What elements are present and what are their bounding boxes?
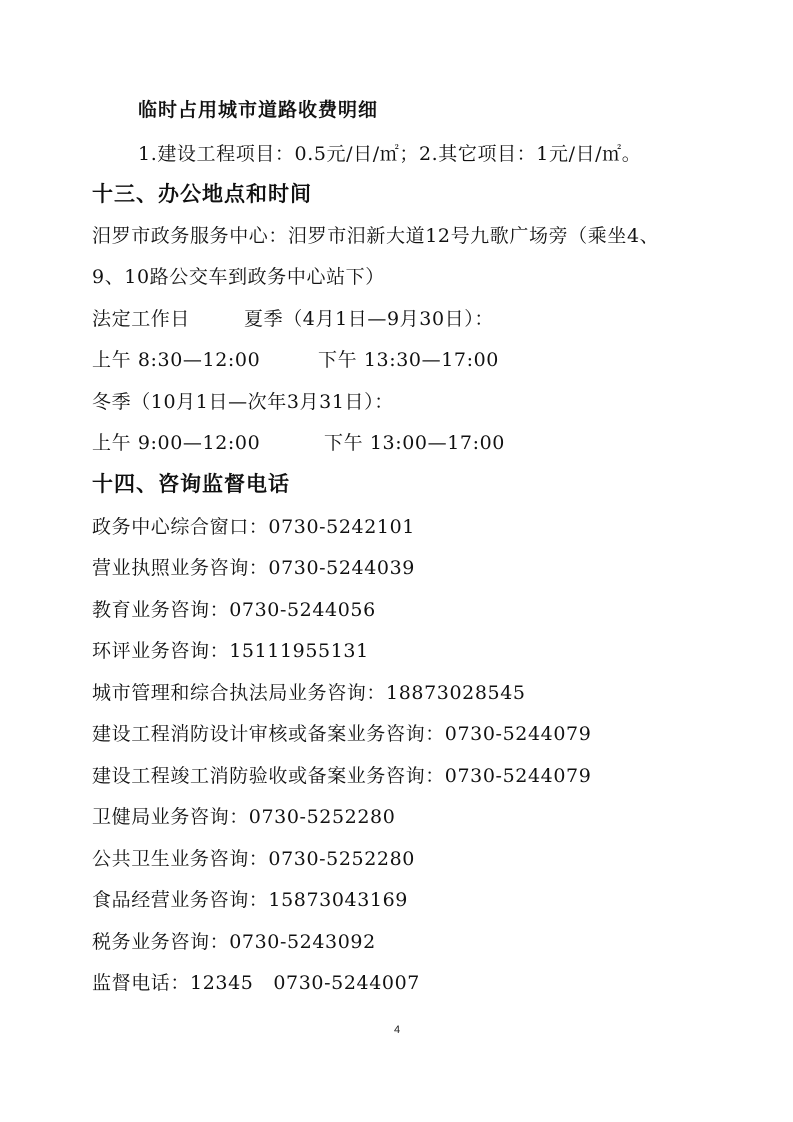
office-address-line-2: 9、10路公交车到政务中心站下） [92, 266, 385, 288]
winter-hours-line [92, 430, 505, 456]
winter-afternoon-hours: 下午 13:00—17:00 [324, 432, 505, 454]
contact-line: 卫健局业务咨询：0730-5252280 [92, 806, 396, 828]
contact-line: 公共卫生业务咨询：0730-5252280 [92, 848, 415, 870]
office-address-line-1: 汨罗市政务服务中心：汨罗市汨新大道12号九歌广场旁（乘坐4、 [92, 225, 660, 247]
summer-hours-line [92, 347, 499, 373]
contact-line: 营业执照业务咨询：0730-5244039 [92, 557, 415, 579]
contact-line: 食品经营业务咨询：15873043169 [92, 889, 408, 911]
section-14-heading: 十四、咨询监督电话 [92, 472, 290, 496]
workday-line [92, 306, 494, 332]
contact-line: 环评业务咨询：15111955131 [92, 640, 369, 662]
contact-line: 教育业务咨询：0730-5244056 [92, 599, 376, 621]
section-13-heading: 十三、办公地点和时间 [92, 182, 312, 206]
fee-detail-title: 临时占用城市道路收费明细 [138, 99, 379, 121]
contact-line: 建设工程竣工消防验收或备案业务咨询：0730-5244079 [92, 765, 592, 787]
winter-morning-hours: 上午 9:00—12:00 [92, 432, 261, 454]
contact-line: 政务中心综合窗口：0730-5242101 [92, 516, 415, 538]
summer-label: 夏季（4月1日—9月30日）： [244, 308, 494, 330]
contact-line: 城市管理和综合执法局业务咨询：18873028545 [92, 682, 526, 704]
summer-afternoon-hours: 下午 13:30—17:00 [318, 349, 499, 371]
summer-morning-hours: 上午 8:30—12:00 [92, 349, 261, 371]
winter-label: 冬季（10月1日—次年3月31日）： [92, 391, 394, 413]
contact-line: 税务业务咨询：0730-5243092 [92, 931, 376, 953]
fee-detail-text: 1.建设工程项目：0.5元/日/㎡；2.其它项目：1元/日/㎡。 [138, 143, 642, 165]
supervision-hotline: 监督电话：12345 0730-5244007 [92, 972, 420, 994]
contact-line: 建设工程消防设计审核或备案业务咨询：0730-5244079 [92, 723, 592, 745]
page-number: 4 [393, 1024, 401, 1036]
workday-label: 法定工作日 [92, 308, 191, 330]
